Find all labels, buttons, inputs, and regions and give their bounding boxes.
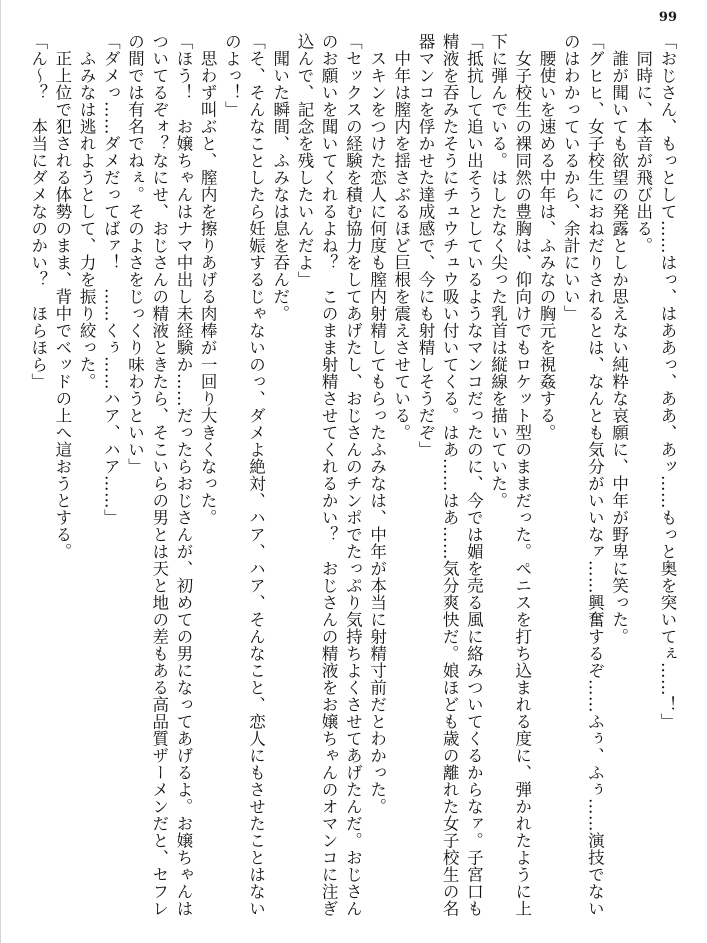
- paragraph-8: 中年は膣内を揺さぶるほど巨根を震えさせている。: [391, 49, 411, 441]
- paragraph-12: 「そ、そんなことしたら妊娠するじゃないのっ、ダメよ絶対、ハア、ハア、そんなこと、恋人にもさせたことはないのよっ！」: [222, 33, 266, 917]
- paragraph-9: スキンをつけた恋人に何度も膣内射精してもらったふみなは、中年が本当に射精寸前だとわかった。: [367, 49, 387, 815]
- paragraph-6: 女子校生の裸同然の豊胸は、仰向けでもロケット型のままだった。ペニスを打ち込まれる度に、弾かれたように上下に弾んでいる。はしたなく尖った乳首は縦線を描いていた。: [488, 33, 532, 917]
- body-text: [25, 33, 679, 931]
- paragraph-18: 「ん～？ 本当にダメなのかい？ ほらほら」: [28, 33, 48, 390]
- paragraph-4: 「グヒヒ、女子校生におねだりされるとは、なんとも気分がいいなァ……興奮するぞ……ふぅ、ふぅ……演技でないのはわかっているから、余計にいい」: [561, 33, 605, 917]
- paragraph-5: 腰使いを速める中年は、ふみなの胸元を視姦する。: [536, 49, 556, 441]
- paragraph-10: 「セックスの経験を積む協力をしてあげたし、おじさんのチンポでたっぷり気持ちよくさせてあげたんだ。おじさんのお願いを聞いてくれるよね？ このまま射精させてくれるかい？ おじさんの精液をお嬢ちゃんのオマンコに注ぎ込んで、記念を残したいんだよ」: [294, 33, 363, 917]
- page-number: 99: [658, 10, 677, 25]
- paragraph-11: 聞いた瞬間、ふみなは息を吞んだ。: [270, 49, 290, 322]
- paragraph-14: 「ほう！ お嬢ちゃんはナマ中出し未経験か……だったらおじさんが、初めての男になってあげるよ。お嬢ちゃんはついてるぞォ？なにせ、おじさんの精液ときたら、そこいらの男とは天と地の差もある高品質ザーメンだと、セフレの間では有名でねぇ。そのよさをじっくり味わうといい」: [125, 33, 193, 917]
- paragraph-7: 「抵抗して追い出そうとしているようなマンコだったのに、今では媚を売る風に絡みついてくるからなァ。子宮口も精液を吞みたそうにチュウチュウ吸い付いてくる。はあ……はあ……気分爽快だ。娘ほども歳の離れた女子校生の名器マンコを俘かせた達成感で、今にも射精しそうだぞ」: [415, 33, 484, 917]
- paragraph-16: ふみなは逃れようとして、力を振り絞った。: [77, 49, 97, 390]
- paragraph-2: 同時に、本音が飛び出る。: [633, 49, 653, 254]
- paragraph-13: 思わず叫ぶと、膣内を擦りあげる肉棒が一回り大きくなった。: [198, 49, 218, 526]
- paragraph-1: 「おじさん、もっとして……はっ、はああっ、ああ、あッ……もっと奥を突いてぇ……！」: [658, 33, 677, 730]
- paragraph-17: 正上位で犯される体勢のまま、背中でベッドの上へ這おうとする。: [52, 49, 72, 560]
- paragraph-15: 「ダメっ……ダメだってばァ！ ……くぅ……ハア、ハア……」: [101, 33, 121, 526]
- paragraph-3: 誰が聞いても欲望の発露としか思えない純粋な哀願に、中年が野卑に笑った。: [609, 49, 629, 645]
